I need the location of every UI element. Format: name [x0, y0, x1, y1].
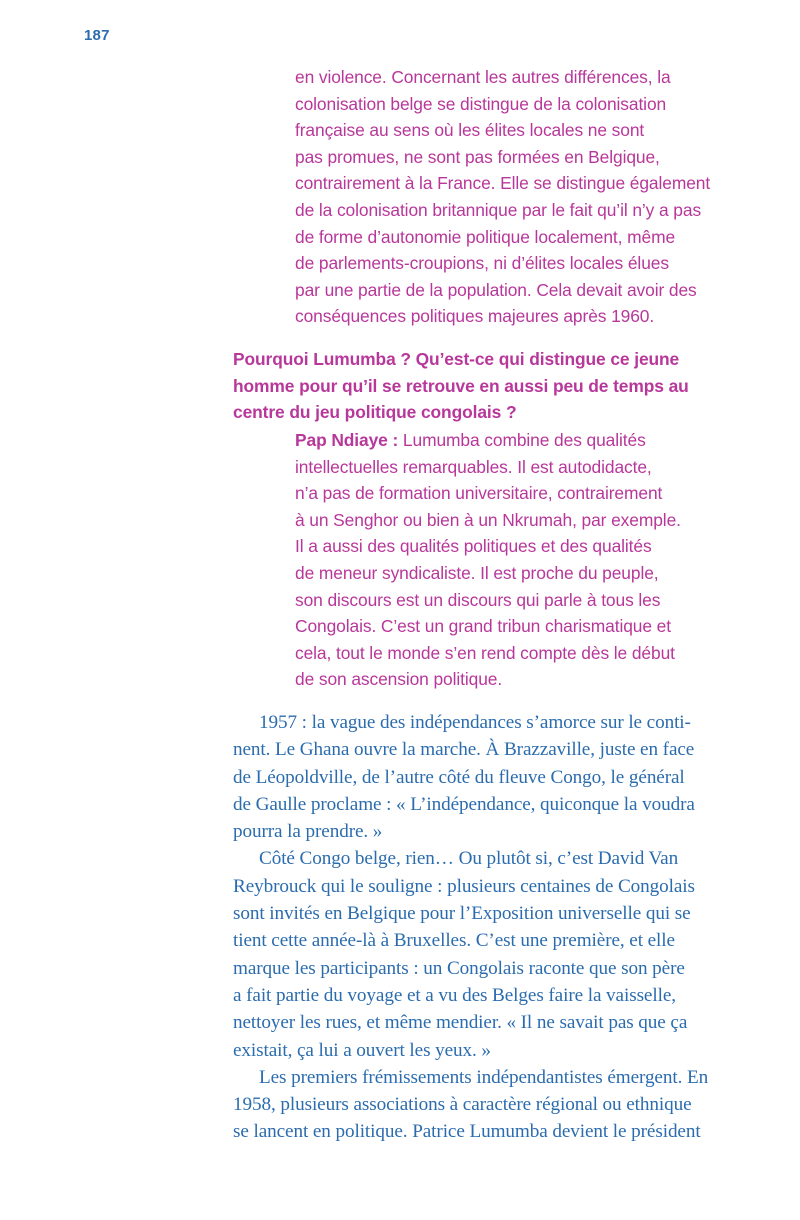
text-line: se lancent en politique. Patrice Lumumba devient le président: [233, 1121, 701, 1143]
text-line: nettoyer les rues, et même mendier. « Il ne savait pas que ça: [233, 1012, 688, 1034]
text-line: n’a pas de formation universitaire, contrairement: [295, 483, 663, 504]
interview-question: [233, 346, 753, 426]
text-line: conséquences politiques majeures après 1960.: [295, 306, 655, 327]
text-line: Congolais. C’est un grand tribun charismatique et: [295, 616, 671, 637]
text-line: existait, ça lui a ouvert les yeux. »: [233, 1039, 491, 1061]
interview-answer: [295, 427, 765, 693]
question-line: homme pour qu’il se retrouve en aussi peu de temps au: [233, 375, 689, 396]
text-line: intellectuelles remarquables. Il est autodidacte,: [295, 456, 652, 477]
speaker-name: Pap Ndiaye :: [295, 430, 399, 450]
text-line: Il a aussi des qualités politiques et des qualités: [295, 536, 652, 557]
text-line: à un Senghor ou bien à un Nkrumah, par exemple.: [295, 509, 681, 530]
text-line: de Gaulle proclame : « L’indépendance, quiconque la voudra: [233, 793, 695, 815]
narrative-text: [233, 709, 753, 1146]
question-line: Pourquoi Lumumba ? Qu’est-ce qui distingue ce jeune: [233, 349, 680, 369]
text-line: son discours est un discours qui parle à tous les: [295, 589, 661, 610]
text-line: par une partie de la population. Cela devait avoir des: [295, 279, 697, 300]
page-number: 187: [84, 27, 110, 44]
text-line: nent. Le Ghana ouvre la marche. À Brazzaville, juste en face: [233, 739, 695, 761]
paragraph-first-line: Côté Congo belge, rien… Ou plutôt si, c’est David Van: [259, 848, 679, 870]
text-line: de parlements-croupions, ni d’élites locales élues: [295, 253, 669, 274]
text-line: tient cette année-là à Bruxelles. C’est une première, et elle: [233, 930, 675, 952]
text-line: sont invités en Belgique pour l’Exposition universelle qui se: [233, 903, 691, 925]
text-line: de Léopoldville, de l’autre côté du fleuve Congo, le général: [233, 766, 685, 788]
text-line: marque les participants : un Congolais raconte que son père: [233, 957, 685, 979]
text-line: pourra la prendre. »: [233, 821, 383, 843]
interview-answer-continuation: [295, 64, 765, 330]
paragraph-first-line: Les premiers frémissements indépendantistes émergent. En: [259, 1066, 709, 1088]
text-line: en violence. Concernant les autres différences, la: [295, 67, 671, 87]
text-line: de son ascension politique.: [295, 669, 503, 690]
question-line: centre du jeu politique congolais ?: [233, 402, 517, 423]
text-line: pas promues, ne sont pas formées en Belgique,: [295, 146, 660, 167]
text-line: cela, tout le monde s’en rend compte dès le début: [295, 642, 675, 663]
text-line: française au sens où les élites locales ne sont: [295, 120, 645, 141]
text-line: Reybrouck qui le souligne : plusieurs centaines de Congolais: [233, 875, 695, 897]
text-line: contrairement à la France. Elle se distingue également: [295, 173, 711, 194]
text-line: de meneur syndicaliste. Il est proche du peuple,: [295, 562, 659, 583]
answer-first-line: [295, 427, 765, 454]
text-line: de forme d’autonomie politique localement, même: [295, 226, 676, 247]
paragraph-first-line: 1957 : la vague des indépendances s’amorce sur le conti-: [259, 712, 691, 733]
text-line: a fait partie du voyage et a vu des Belges faire la vaisselle,: [233, 984, 676, 1006]
answer-first-line-text: Lumumba combine des qualités: [398, 430, 646, 450]
text-line: 1958, plusieurs associations à caractère régional ou ethnique: [233, 1094, 692, 1116]
text-line: colonisation belge se distingue de la colonisation: [295, 93, 667, 114]
text-line: de la colonisation britannique par le fait qu’il n’y a pas: [295, 199, 702, 220]
